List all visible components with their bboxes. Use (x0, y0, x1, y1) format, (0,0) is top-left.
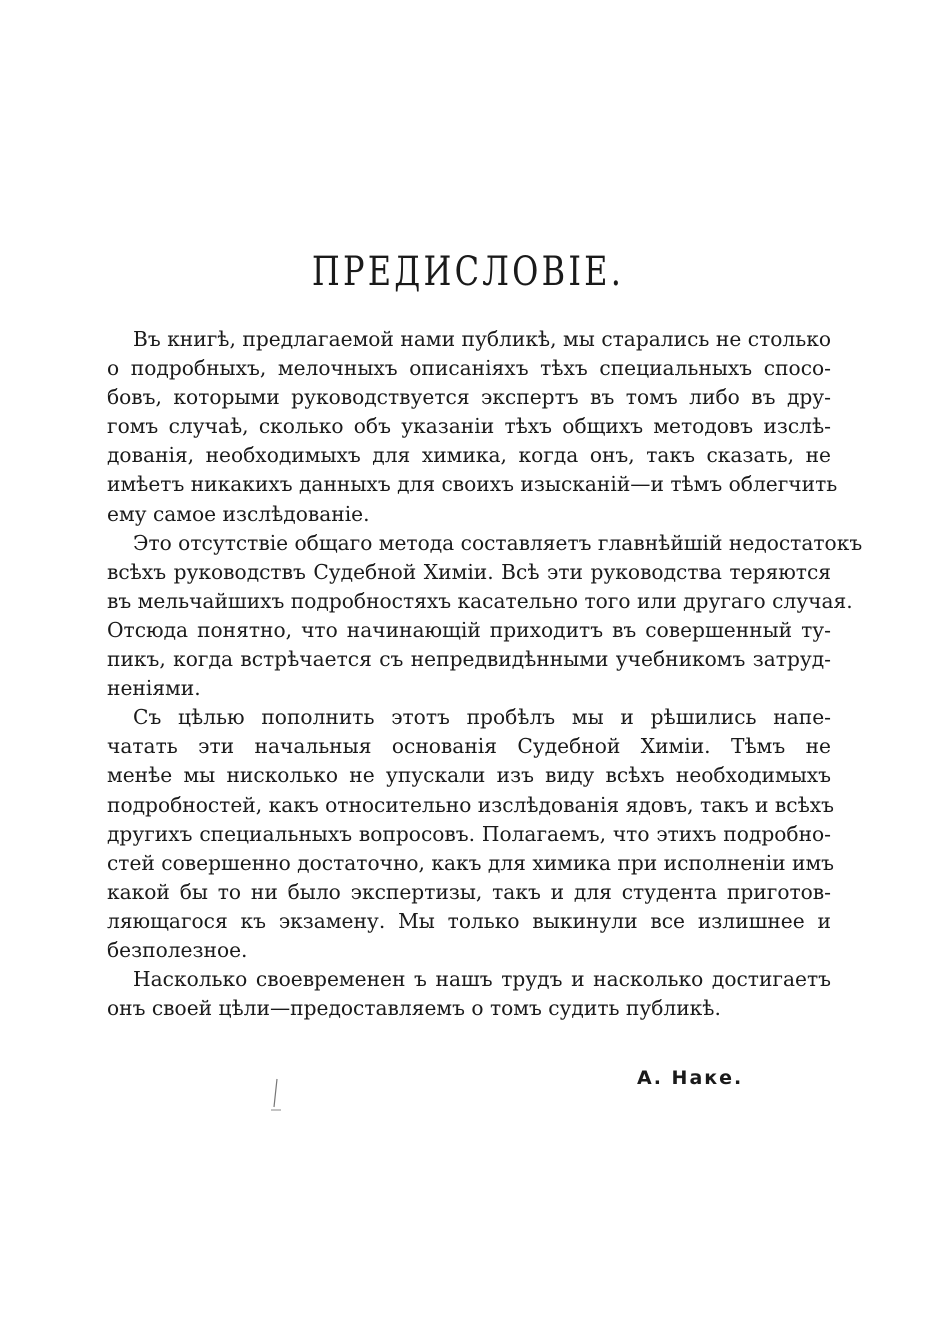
text-line: дованія, необходимыхъ для химика, когда онъ, такъ сказать, не (107, 443, 831, 468)
paragraph-2 (107, 529, 863, 704)
text-line: неніями. (107, 676, 201, 701)
text-line: бовъ, которыми руководствуется экспертъ въ томъ либо въ дру- (107, 385, 831, 410)
text-line: о подробныхъ, мелочныхъ описаніяхъ тѣхъ специальныхъ спосо- (107, 356, 831, 381)
text-line: какой бы то ни было экспертизы, такъ и для студента приготов- (107, 879, 831, 904)
scan-mark-icon (270, 1077, 282, 1117)
text-line: въ мельчайшихъ подробностяхъ касательно того или другаго случая. (107, 588, 853, 613)
paragraph-3 (107, 703, 835, 965)
page-title: ПРЕДИСЛОВІЕ. (311, 249, 625, 295)
text-line: Это отсутствіе общаго метода составляетъ главнѣйшій недостатокъ (133, 530, 863, 555)
paragraph-4 (107, 965, 831, 1023)
scan-mark-glyph (270, 1077, 282, 1117)
text-line: пикъ, когда встрѣчается съ непредвидѣнными учебникомъ затруд- (107, 647, 831, 672)
text-line: ему самое изслѣдованіе. (107, 501, 370, 526)
preface-body (107, 325, 863, 1023)
text-line: Съ цѣлью пополнить этотъ пробѣлъ мы и рѣшились напе- (133, 705, 831, 730)
text-line: подробностей, какъ относительно изслѣдованія ядовъ, такъ и всѣхъ (107, 792, 834, 817)
text-line: Въ книгѣ, предлагаемой нами публикѣ, мы старались не столько (133, 327, 831, 351)
text-line: гомъ случаѣ, сколько объ указаніи тѣхъ общихъ методовъ изслѣ- (107, 414, 831, 439)
text-line: онъ своей цѣли—предоставляемъ о томъ судить публикѣ. (107, 996, 721, 1021)
text-line: чатать эти начальныя основанія Судебной Химіи. Тѣмъ не (107, 734, 831, 759)
text-line: всѣхъ руководствъ Судебной Химіи. Всѣ эти руководства теряются (107, 559, 831, 584)
text-line: стей совершенно достаточно, какъ для химика при исполненіи имъ (107, 850, 835, 875)
text-line: Отсюда понятно, что начинающій приходитъ въ совершенный ту- (107, 617, 831, 642)
text-line: менѣе мы нисколько не упускали изъ виду всѣхъ необходимыхъ (107, 763, 831, 788)
text-line: ляющагося къ экзамену. Мы только выкинули все излишнее и (107, 908, 831, 933)
author-signature: А. Наке. (637, 1067, 744, 1089)
text-line: другихъ специальныхъ вопросовъ. Полагаемъ, что этихъ подробно- (107, 821, 831, 846)
text-line: Насколько своевременен ъ нашъ трудъ и насколько достигаетъ (133, 967, 831, 992)
text-line: имѣетъ никакихъ данныхъ для своихъ изысканій—и тѣмъ облегчить (107, 472, 838, 497)
text-line: безполезное. (107, 937, 248, 962)
paragraph-1 (107, 325, 838, 529)
